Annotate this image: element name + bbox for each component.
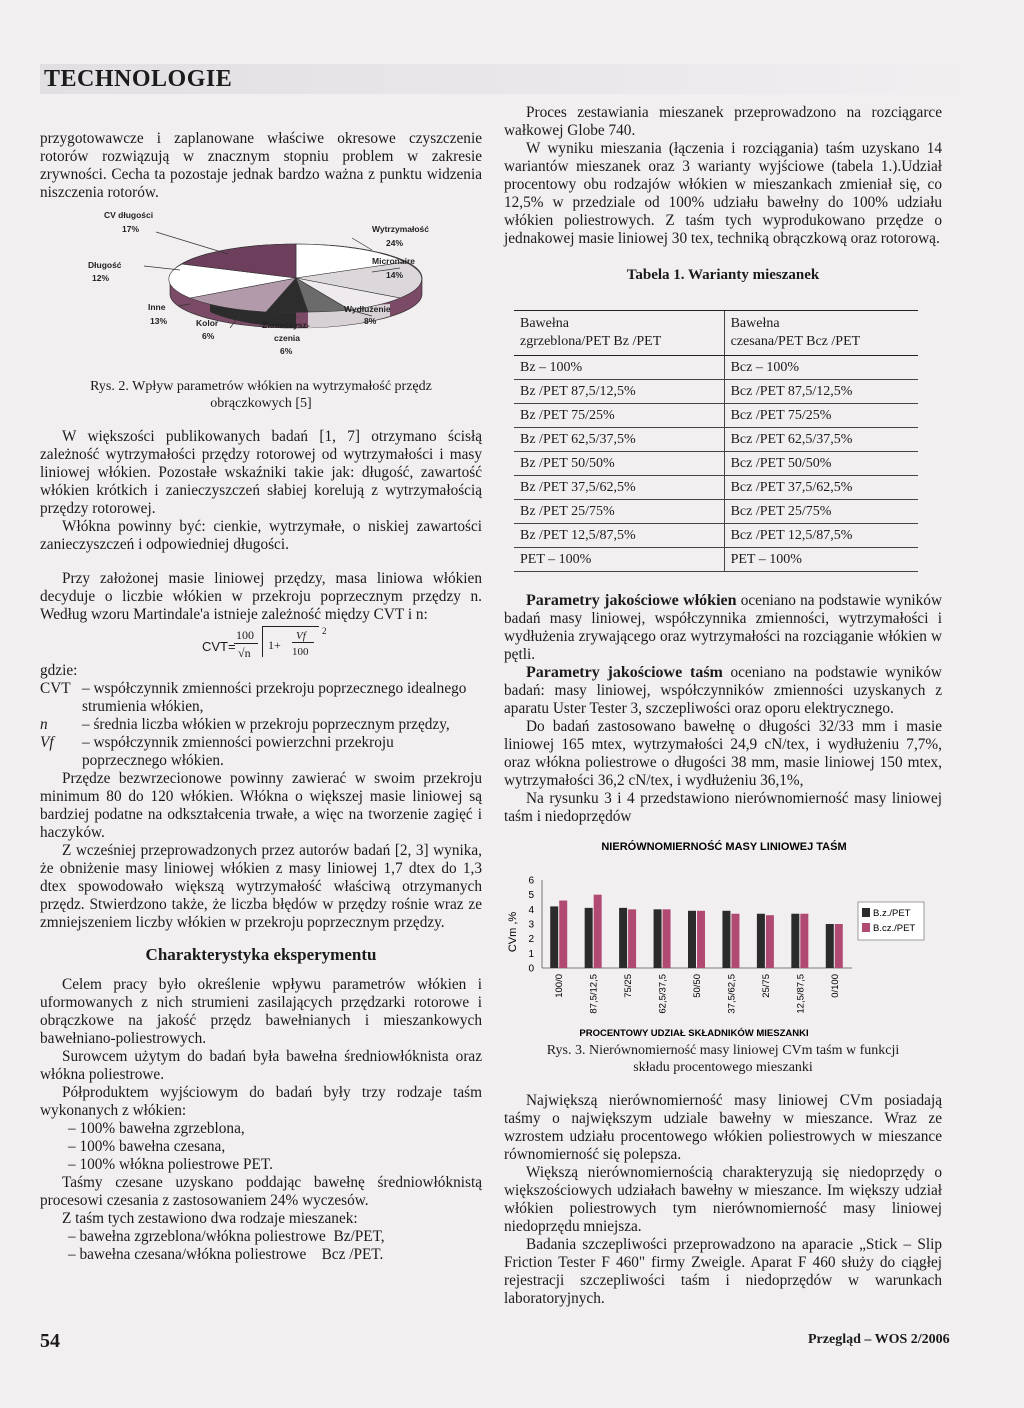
table-cell: Bcz /PET 37,5/62,5% xyxy=(724,476,918,500)
paragraph: Przy założonej masie liniowej przędzy, masa liniowa włókien decyduje o liczbie włókien w przekroju poprzecznym przędzy n. Według wzoru Martindale'a istnieje zależność między CVT i n: xyxy=(40,570,482,623)
intro-paragraph: przygotowawcze i zaplanowane właściwe okresowe czyszczenie rotorów rozwiązują w znacznym stopniu problem w zakresie zrywności. Cecha ta pozostaje jednak bardzo ważna z punktu widzenia niszczenia rotorów. xyxy=(40,130,482,201)
chart-y-tick-label: 5 xyxy=(528,890,534,902)
table-row xyxy=(514,428,918,452)
definition-text: – średnia liczba włókien w przekroju poprzecznym przędzy, xyxy=(82,716,450,733)
definition-text: – współczynnik zmienności przekroju poprzecznego idealnego strumienia włókien, xyxy=(82,680,467,715)
left-column-main xyxy=(40,378,482,1264)
paragraph: Największą nierównomierność masy liniowej CVm posiadają taśmy o największym udziale bawełny w mieszance. Wraz ze wzrostem udziału procentowego włókien poliestrowych w mieszance równomierność się polepsza. xyxy=(504,1092,942,1163)
chart-legend-swatch xyxy=(862,923,870,932)
chart-x-tick-label: 62,5/37,5 xyxy=(657,974,669,1014)
paragraph: Włókna powinny być: cienkie, wytrzymałe, o niskiej zawartości zanieczyszczeń i odpowiedniej długości. xyxy=(40,518,482,553)
formula-exponent: 2 xyxy=(322,626,327,636)
pie-label-zanieczyszczenia-2: czenia xyxy=(274,333,300,343)
table-header-cell xyxy=(724,311,918,356)
header-line: Bawełna xyxy=(520,316,569,331)
martindale-formula xyxy=(40,624,482,662)
chart-bar xyxy=(594,895,602,968)
table-row xyxy=(514,356,918,380)
raw-material-list xyxy=(40,1120,482,1174)
chart-y-tick-label: 6 xyxy=(528,875,534,887)
table-title: Tabela 1. Warianty mieszanek xyxy=(626,267,820,283)
chart-bar xyxy=(663,909,671,968)
table-cell: Bcz /PET 75/25% xyxy=(724,404,918,428)
chart-y-axis-label: CVm ,% xyxy=(507,911,519,953)
chart-bar xyxy=(697,911,705,968)
table-cell: Bz /PET 75/25% xyxy=(514,404,724,428)
chart-y-tick-label: 4 xyxy=(528,904,534,916)
chart-y-tick-label: 0 xyxy=(528,963,534,975)
list-item-text: – bawełna zgrzeblona/włókna poliestrowe xyxy=(68,1228,326,1245)
chart-y-tick-label: 1 xyxy=(528,948,534,960)
header-line: czesana/PET Bcz /PET xyxy=(730,334,861,349)
table-cell: Bcz /PET 50/50% xyxy=(724,452,918,476)
table-row xyxy=(514,452,918,476)
right-column xyxy=(504,104,942,826)
paragraph: Z taśm tych zestawiono dwa rodzaje mieszanek: xyxy=(62,1210,358,1227)
chart-bar xyxy=(757,914,765,968)
paragraph: Z wcześniej przeprowadzonych przez autorów badań [2, 3] wynika, że obniżenie masy liniowej włókien z masy liniowej 1,7 dtex do 1,3 dtex spowodowało większą wytrzymałość właściwą otrzymanych przędz. Stwierdzono także, że liczba błędów w przędzy rośnie wraz ze zmniejszeniem liczby włókien w przekroju poprzecznym przędzy. xyxy=(40,842,482,931)
paragraph-text: oceniano na podstawie wyników badań masy liniowej, współczynnika zmienności, wytrzymałości i wydłużenia zrywającego oraz wytrzymałości na rozciąganie włókien w pętli. xyxy=(504,592,942,663)
chart-bar xyxy=(559,901,567,968)
table-cell: Bz /PET 50/50% xyxy=(514,452,724,476)
chart-bar xyxy=(628,909,636,968)
paragraph: W większości publikowanych badań [1, 7] otrzymano ścisłą zależność wytrzymałości przędzy rotorowej od wytrzymałości i masy liniowej włókien. Pozostałe wskaźniki takie jak: długość, zawartość włókien krótkich i zanieczyszczeń słabiej korelują z wytrzymałością przędzy rotorowej. xyxy=(40,428,482,517)
paragraph: Na rysunku 3 i 4 przedstawiono nierównomierność masy liniowej taśm i niedoprzędów xyxy=(504,790,942,825)
table-row xyxy=(514,548,918,572)
chart-bar xyxy=(619,908,627,968)
chart-legend-swatch xyxy=(862,908,870,917)
bar-chart xyxy=(504,836,944,1040)
paragraph: Większą nierównomiernością charakteryzują się niedoprzędy o większościowych udziałach bawełny w mieszance. Im większy udział włókien poliestrowych tym nierównomierność masy liniowej niedoprzędu mniejsza. xyxy=(504,1164,942,1235)
list-item-code: Bz/PET, xyxy=(333,1228,385,1245)
table-cell: Bcz /PET 12,5/87,5% xyxy=(724,524,918,548)
definition-row xyxy=(40,734,482,770)
table-cell: Bz /PET 25/75% xyxy=(514,500,724,524)
variants-table xyxy=(514,310,918,572)
paragraph: Proces zestawiania mieszanek przeprowadzono na rozciągarce wałkowej Globe 740. xyxy=(504,104,942,139)
chart-x-tick-label: 87,5/12,5 xyxy=(588,974,600,1014)
pie-pct-kolor: 6% xyxy=(202,331,215,341)
figure-3-caption: Rys. 3. Nierównomierność masy liniowej CVm taśm w funkcji składu procentowego mieszanki xyxy=(546,1043,900,1075)
chart-bar xyxy=(800,914,808,968)
table-header-row xyxy=(514,311,918,356)
chart-title: NIERÓWNOMIERNOŚĆ MASY LINIOWEJ TAŚM xyxy=(601,841,847,853)
formula-hundred: 100 xyxy=(292,646,309,658)
mixture-list xyxy=(40,1228,482,1264)
paragraph xyxy=(504,592,942,664)
table-cell: Bcz /PET 87,5/12,5% xyxy=(724,380,918,404)
pie-pct-cv-dlugosci: 17% xyxy=(122,224,140,234)
table-row xyxy=(514,380,918,404)
pie-chart-figure xyxy=(60,206,460,366)
table-cell: Bcz /PET 62,5/37,5% xyxy=(724,428,918,452)
pie-label-inne: Inne xyxy=(148,302,166,312)
definition-row xyxy=(40,680,482,716)
pie-pct-wydluzenie: 8% xyxy=(364,316,377,326)
page-number: 54 xyxy=(40,1330,60,1352)
table-row xyxy=(514,476,918,500)
list-item xyxy=(68,1228,482,1246)
pie-label-micronaire: Micronaire xyxy=(372,256,415,266)
list-item: – 100% bawełna czesana, xyxy=(68,1138,226,1155)
table-cell: Bz /PET 87,5/12,5% xyxy=(514,380,724,404)
header-line: Bawełna xyxy=(730,316,780,331)
table-row xyxy=(514,524,918,548)
definition-row xyxy=(40,716,482,734)
pie-pct-dlugosc: 12% xyxy=(92,273,110,283)
header-line: zgrzeblona/PET Bz /PET xyxy=(520,334,662,349)
table-cell: Bcz – 100% xyxy=(724,356,918,380)
chart-y-tick-label: 3 xyxy=(528,919,534,931)
pie-label-wytrzymalosc: Wytrzymałość xyxy=(372,224,430,234)
pie-label-kolor: Kolor xyxy=(196,318,219,328)
chart-bar xyxy=(585,908,593,968)
paragraph: Taśmy czesane uzyskano poddając bawełnę średniowłóknistą procesowi czesania z zastosowaniem 24% wyczesów. xyxy=(40,1174,482,1209)
definition-symbol: n xyxy=(40,716,48,733)
list-item: – 100% włókna poliestrowe PET. xyxy=(68,1156,273,1173)
chart-bar xyxy=(766,915,774,968)
paragraph: Celem pracy było określenie wpływu parametrów włókien i uformowanych z nich strumieni zasilających przędzarki rotorowe i obrączkowe na jakość przędz bawełnianych i mieszankowych bawełniano-poliestrowych. xyxy=(40,976,482,1047)
paragraph xyxy=(504,664,942,718)
chart-x-tick-label: 25/75 xyxy=(760,974,772,998)
table-cell: Bz /PET 37,5/62,5% xyxy=(514,476,724,500)
chart-bar xyxy=(731,914,739,968)
pie-label-cv-dlugosci: CV długości xyxy=(104,210,154,220)
paragraph-text: oceniano na podstawie wyników badań: masy liniowej, współczynników zmienności uzyskanych z aparatu Uster Tester 3, szczepliwości oraz oporu elektrycznego. xyxy=(504,664,942,717)
formula-one-plus: 1+ xyxy=(268,638,281,652)
chart-x-tick-label: 37,5/62,5 xyxy=(726,974,738,1014)
where-label: gdzie: xyxy=(40,662,78,679)
formula-numerator: 100 xyxy=(236,628,254,642)
pie-pct-micronaire: 14% xyxy=(386,270,404,280)
chart-bar xyxy=(791,914,799,968)
formula-lhs: CVT= xyxy=(202,639,236,654)
chart-x-tick-label: 0/100 xyxy=(829,974,841,998)
pie-label-zanieczyszczenia-1: Zanieczysz- xyxy=(262,320,310,330)
list-item-text: – bawełna czesana/włókna poliestrowe xyxy=(68,1246,307,1263)
list-item-code: Bcz /PET. xyxy=(321,1246,384,1263)
chart-x-tick-label: 75/25 xyxy=(623,974,635,998)
formula-vf: Vf xyxy=(296,630,306,642)
paragraph: Półproduktem wyjściowym do badań były trzy rodzaje taśm wykonanych z włókien: xyxy=(40,1084,482,1119)
chart-bar xyxy=(688,911,696,968)
paragraph: Surowcem użytym do badań była bawełna średniowłóknista oraz włókna poliestrowe. xyxy=(40,1048,482,1083)
list-item: – 100% bawełna zgrzeblona, xyxy=(68,1120,245,1137)
chart-bar xyxy=(722,911,730,968)
table-row xyxy=(514,500,918,524)
chart-legend-label: B.z./PET xyxy=(873,908,911,919)
chart-bar xyxy=(550,906,558,968)
bold-lead: Parametry jakościowe włókien xyxy=(526,592,737,609)
table-cell: Bcz /PET 25/75% xyxy=(724,500,918,524)
chart-x-tick-label: 12,5/87,5 xyxy=(795,974,807,1014)
pie-pct-inne: 13% xyxy=(150,316,168,326)
formula-denominator: √n xyxy=(238,646,251,660)
left-column-top xyxy=(40,130,482,202)
journal-source: Przegląd – WOS 2/2006 xyxy=(808,1332,950,1347)
table-cell: Bz – 100% xyxy=(514,356,724,380)
chart-y-tick-label: 2 xyxy=(528,934,534,946)
table-cell: Bz /PET 62,5/37,5% xyxy=(514,428,724,452)
paragraph: Przędze bezwrzecionowe powinny zawierać w swoim przekroju minimum 80 do 120 włókien. Włókna o większej masie liniowej są bardziej podatne na odkształcenia trwałe, a więc na tworzenie zagięć i haczyków. xyxy=(40,770,482,841)
definition-symbol: Vf xyxy=(40,734,54,751)
table-cell: PET – 100% xyxy=(724,548,918,572)
chart-bar xyxy=(654,909,662,968)
bold-lead: Parametry jakościowe taśm xyxy=(526,664,723,681)
list-item xyxy=(68,1246,482,1264)
section-heading: Charakterystyka eksperymentu xyxy=(145,945,377,964)
pie-pct-wytrzymalosc: 24% xyxy=(386,238,404,248)
table-row xyxy=(514,404,918,428)
chart-x-axis-label: PROCENTOWY UDZIAŁ SKŁADNIKÓW MIESZANKI xyxy=(579,1028,809,1039)
chart-x-tick-label: 50/50 xyxy=(692,974,703,998)
pie-label-dlugosc: Długość xyxy=(88,260,122,270)
table-cell: Bz /PET 12,5/87,5% xyxy=(514,524,724,548)
section-title: TECHNOLOGIE xyxy=(44,66,233,92)
table-header-cell xyxy=(514,311,724,356)
paragraph: Do badań zastosowano bawełnę o długości 32/33 mm i masie liniowej 165 mtex, wytrzymałości 24,9 cN/tex, i wydłużeniu 7,7%, oraz włókna poliestrowe o długości 38 mm, masie liniowej 150 mtex, wytrzymałości 36,2 cN/tex, i wydłużeniu 36,1%, xyxy=(504,718,942,789)
chart-bar xyxy=(826,924,834,968)
pie-pct-zanieczyszczenia: 6% xyxy=(280,346,293,356)
chart-legend-label: B.cz./PET xyxy=(873,923,916,934)
paragraph: W wyniku mieszania (łączenia i rozciągania) taśm uzyskano 14 wariantów mieszanek oraz 3 warianty wyjściowe (tabela 1.).Udział procentowy obu rodzajów włókien w mieszankach zmieniał się, co 12,5% w przedziale od 100% udziału bawełny do 100% udziału włókien poliestrowych. Z taśm tych wyprodukowano przędze o jednakowej masie liniowej 30 tex, techniką obrączkową oraz rotorową. xyxy=(504,140,942,247)
chart-x-tick-label: 100/0 xyxy=(554,974,566,998)
definition-symbol: CVT xyxy=(40,680,71,697)
table-cell: PET – 100% xyxy=(514,548,724,572)
figure-2-caption: Rys. 2. Wpływ parametrów włókien na wytrzymałość przędz obrączkowych [5] xyxy=(90,379,432,411)
pie-label-wydluzenie: Wydłużenie xyxy=(344,304,391,314)
chart-bar xyxy=(835,924,843,968)
right-column-bottom xyxy=(504,1042,942,1308)
section-header-bar xyxy=(40,64,984,94)
paragraph: Badania szczepliwości przeprowadzono na aparacie „Stick – Slip Friction Tester F 460" firmy Zweigle. Aparat F 460 służy do ciągłej rejestracji szczepliwości taśm i niedoprzędów w warunkach laboratoryjnych. xyxy=(504,1236,942,1307)
definition-text: – współczynnik zmienności powierzchni przekroju poprzecznego włókien. xyxy=(82,734,394,769)
